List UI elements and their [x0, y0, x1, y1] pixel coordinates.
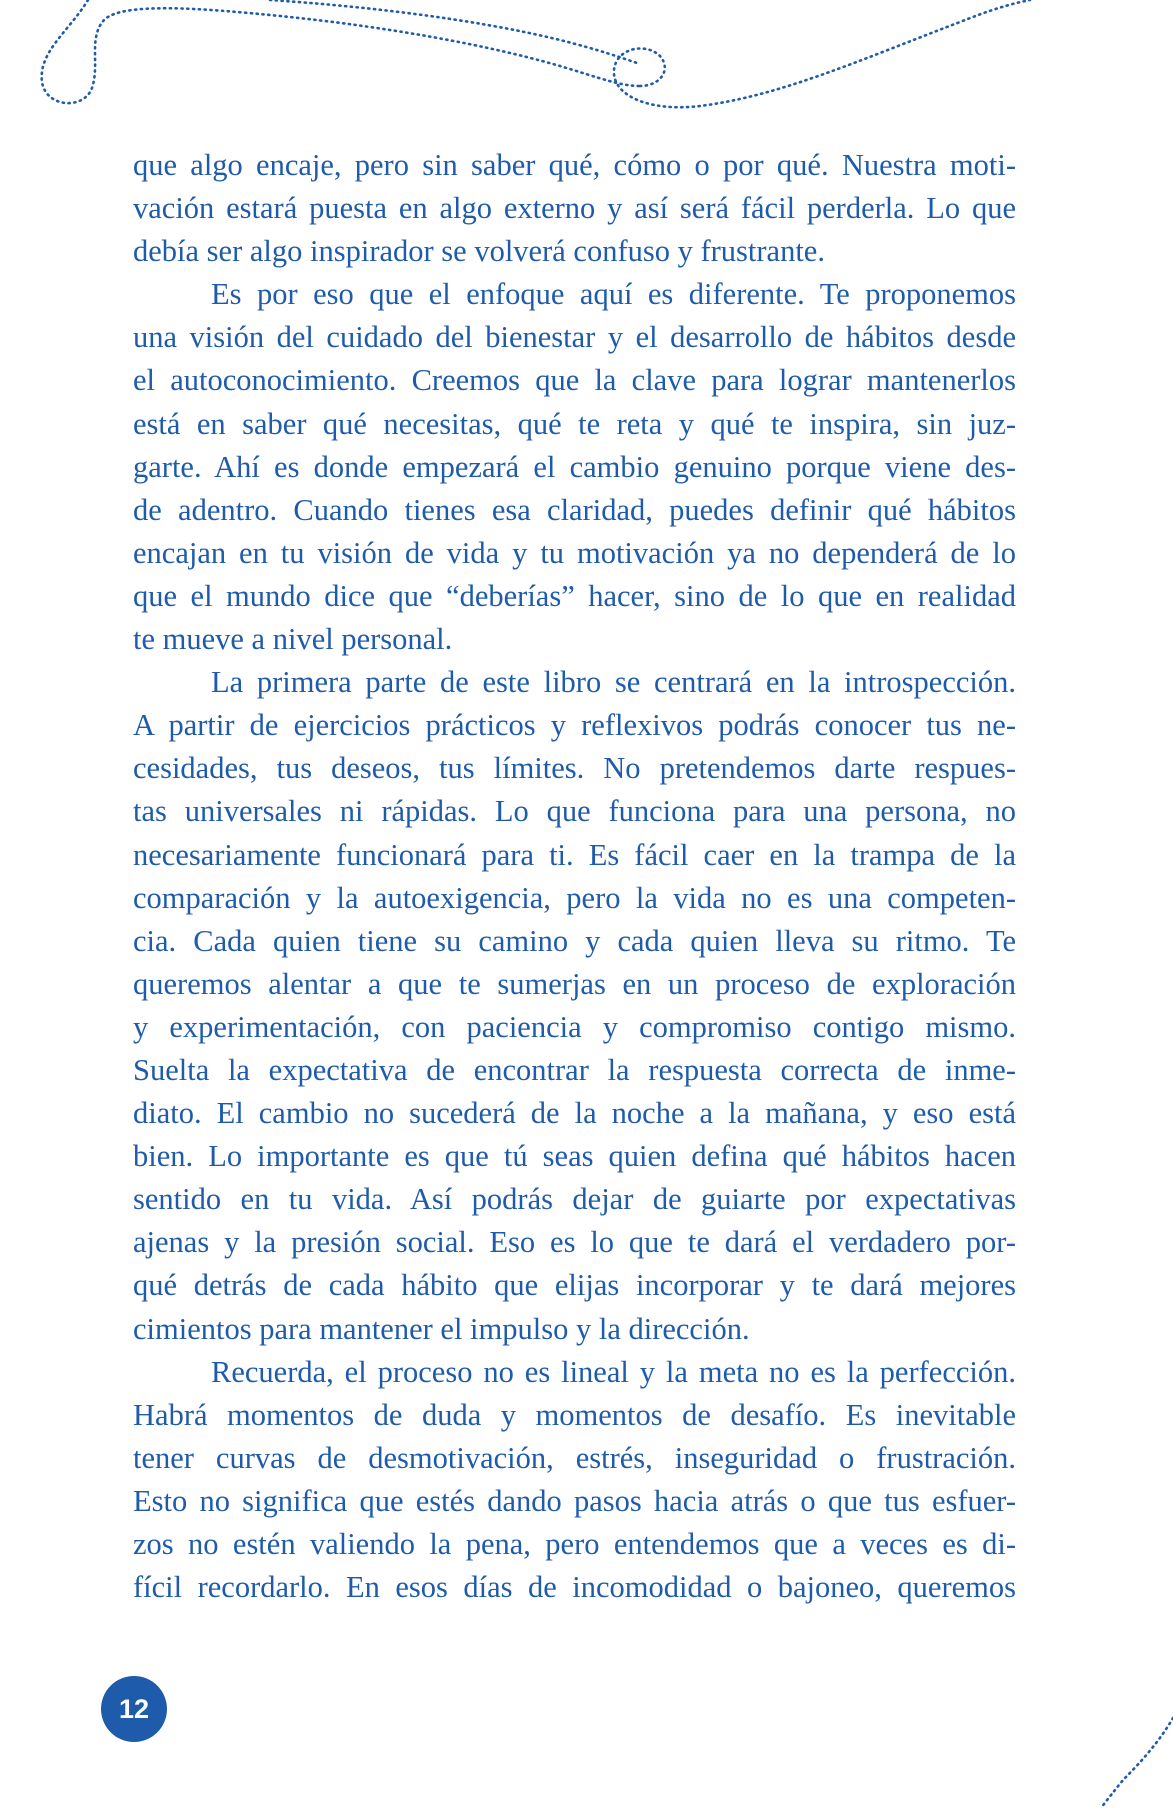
body-text [133, 144, 1016, 1609]
text-line: Habrá momentos de duda y momentos de desafío. Es inevitable [133, 1397, 1016, 1432]
text-line: diato. El cambio no sucederá de la noche a la mañana, y eso está [133, 1096, 1016, 1131]
text-line: Suelta la expectativa de encontrar la respuesta correcta de inme- [133, 1052, 1016, 1087]
text-line: Es por eso que el enfoque aquí es diferente. Te proponemos [211, 277, 1016, 312]
text-line: La primera parte de este libro se centrará en la introspección. [211, 665, 1016, 700]
paragraph [133, 144, 1016, 273]
text-line: tas universales ni rápidas. Lo que funciona para una persona, no [133, 794, 1016, 829]
text-line: Esto no significa que estés dando pasos hacia atrás o que tus esfuer- [133, 1483, 1016, 1518]
text-line: ajenas y la presión social. Eso es lo que te dará el verdadero por- [133, 1225, 1016, 1260]
text-line: garte. Ahí es donde empezará el cambio genuino porque viene des- [133, 449, 1016, 484]
paragraph [133, 661, 1016, 1351]
text-line: el autoconocimiento. Creemos que la clave para lograr mantenerlos [133, 363, 1016, 398]
text-line: comparación y la autoexigencia, pero la vida no es una competen- [133, 880, 1016, 915]
text-line: Recuerda, el proceso no es lineal y la meta no es la perfección. [211, 1354, 1016, 1389]
paragraph [133, 273, 1016, 661]
text-line: sentido en tu vida. Así podrás dejar de guiarte por expectativas [133, 1182, 1016, 1217]
text-line: de adentro. Cuando tienes esa claridad, puedes definir qué hábitos [133, 492, 1016, 527]
text-line: necesariamente funcionará para ti. Es fácil caer en la trampa de la [133, 837, 1016, 872]
text-line: qué detrás de cada hábito que elijas incorporar y te dará mejores [133, 1268, 1016, 1303]
text-line: encajan en tu visión de vida y tu motivación ya no dependerá de lo [133, 535, 1016, 570]
text-line: que el mundo dice que “deberías” hacer, sino de lo que en realidad [133, 578, 1016, 613]
text-line: fícil recordarlo. En esos días de incomodidad o bajoneo, queremos [133, 1570, 1016, 1605]
text-line: cia. Cada quien tiene su camino y cada quien lleva su ritmo. Te [133, 923, 1016, 958]
page-number-badge: 12 [101, 1676, 167, 1742]
text-line: vación estará puesta en algo externo y así será fácil perderla. Lo que [133, 191, 1016, 226]
text-line: tener curvas de desmotivación, estrés, inseguridad o frustración. [133, 1440, 1016, 1475]
text-line: y experimentación, con paciencia y compromiso contigo mismo. [133, 1009, 1016, 1044]
text-line: A partir de ejercicios prácticos y reflexivos podrás conocer tus ne- [133, 708, 1016, 743]
text-line: que algo encaje, pero sin saber qué, cómo o por qué. Nuestra moti- [133, 148, 1016, 182]
text-line: queremos alentar a que te sumerjas en un proceso de exploración [133, 966, 1016, 1001]
dotted-swirl-ornament-icon [0, 0, 1173, 130]
text-line: zos no estén valiendo la pena, pero entendemos que a veces es di- [133, 1527, 1016, 1561]
text-line: está en saber qué necesitas, qué te reta y qué te inspira, sin juz- [133, 406, 1016, 441]
text-line: cimientos para mantener el impulso y la dirección. [133, 1311, 750, 1346]
text-line: una visión del cuidado del bienestar y el desarrollo de hábitos desde [133, 320, 1016, 355]
paragraph [133, 1351, 1016, 1610]
text-line: debía ser algo inspirador se volverá confuso y frustrante. [133, 234, 825, 269]
dotted-swirl-corner-icon [1063, 1658, 1173, 1808]
text-line: cesidades, tus deseos, tus límites. No pretendemos darte respues- [133, 751, 1016, 786]
text-line: bien. Lo importante es que tú seas quien defina qué hábitos hacen [133, 1139, 1016, 1174]
text-line: te mueve a nivel personal. [133, 622, 453, 657]
